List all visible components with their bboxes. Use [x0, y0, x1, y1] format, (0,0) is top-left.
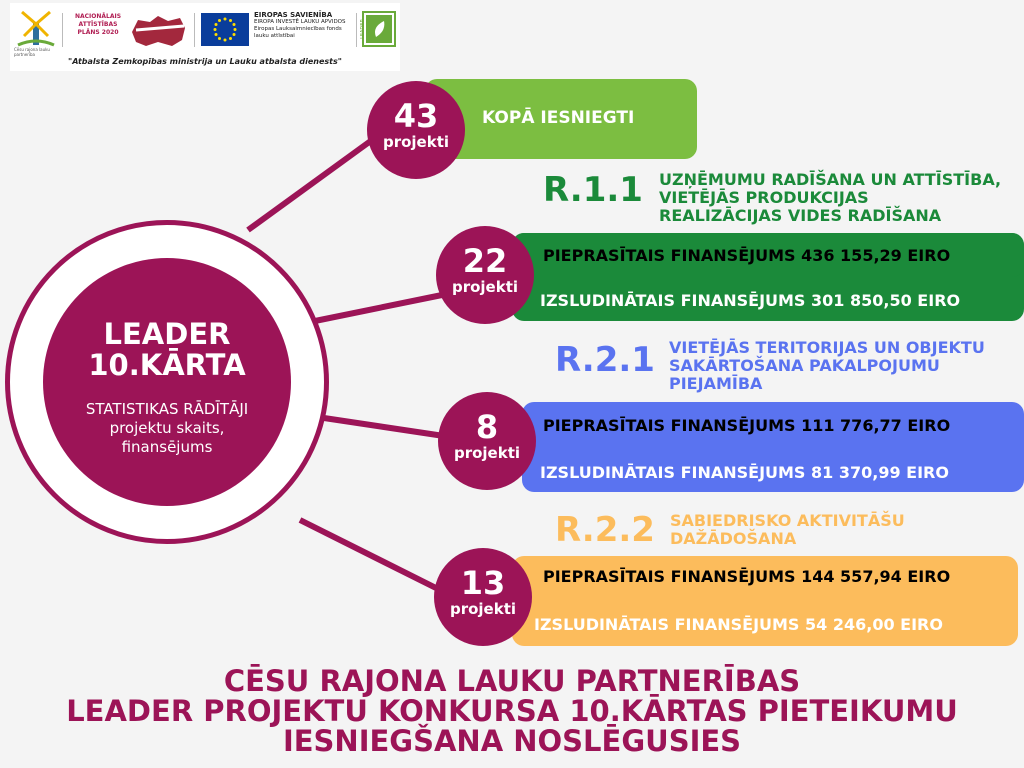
connector-line — [248, 140, 372, 230]
announced-funding-r11: IZSLUDINĀTAIS FINANSĒJUMS 301 850,50 EIRO — [540, 291, 961, 310]
main-subtitle-line: STATISTIKAS RĀDĪTĀJI — [85, 400, 249, 418]
requested-funding-r21: PIEPRASĪTAIS FINANSĒJUMS 111 776,77 EIRO — [543, 416, 951, 435]
main-subtitle — [43, 400, 291, 457]
requested-funding-r11: PIEPRASĪTAIS FINANSĒJUMS 436 155,29 EIRO — [543, 246, 951, 265]
footer-line: LEADER PROJEKTU KONKURSA 10.KĀRTAS PIETEIKUMU — [66, 694, 958, 728]
category-title-line: SAKĀRTOŠANA PAKALPOJUMU — [669, 356, 940, 375]
eu-line: Eiropas Lauksaimniecības fonds — [254, 26, 342, 32]
main-circle — [43, 258, 291, 506]
category-code-r22: R.2.2 — [555, 510, 655, 550]
category-title-line: DAŽĀDOŠANA — [670, 529, 797, 548]
category-title-r11 — [659, 171, 1001, 225]
category-unit-r11: projekti — [451, 278, 519, 296]
main-title — [43, 319, 291, 381]
nap-line: ATTĪSTĪBAS — [78, 21, 118, 28]
category-bubble-r21 — [438, 392, 536, 490]
eu-title: EIROPAS SAVIENĪBA — [254, 11, 333, 19]
category-number-r11: 22 — [462, 242, 508, 280]
category-title-line: VIETĒJĀS PRODUKCIJAS — [659, 188, 869, 207]
category-title-line: REALIZĀCIJAS VIDES RADĪŠANA — [659, 206, 942, 225]
announced-funding-r22: IZSLUDINĀTAIS FINANSĒJUMS 54 246,00 EIRO — [534, 615, 943, 634]
main-title-line: 10.KĀRTA — [88, 348, 246, 382]
category-code-r21: R.2.1 — [555, 340, 655, 380]
category-unit-r22: projekti — [449, 600, 517, 618]
category-title-line: VIETĒJĀS TERITORIJAS UN OBJEKTU — [669, 338, 985, 357]
requested-funding-r22: PIEPRASĪTAIS FINANSĒJUMS 144 557,94 EIRO — [543, 567, 951, 586]
main-subtitle-line: projektu skaits, — [109, 419, 225, 437]
category-bubble-r11 — [436, 226, 534, 324]
footer-line: IESNIEGŠANA NOSLĒGUSIES — [282, 724, 742, 758]
eu-line: lauku attīstībai — [254, 33, 295, 39]
category-unit-r21: projekti — [453, 444, 521, 462]
category-number-r22: 13 — [460, 564, 506, 602]
total-bubble — [367, 81, 465, 179]
footer-headline — [0, 666, 1024, 756]
main-subtitle-line: finansējums — [121, 438, 213, 456]
total-number: 43 — [393, 97, 439, 135]
category-bubble-r22 — [434, 548, 532, 646]
connector-line — [300, 520, 440, 590]
main-title-line: LEADER — [103, 317, 231, 351]
total-unit: projekti — [382, 133, 450, 151]
category-title-line: PIEJAMĪBA — [669, 374, 763, 393]
total-label: KOPĀ IESNIEGTI — [482, 108, 635, 128]
category-title-line: SABIEDRISKO AKTIVITĀŠU — [670, 511, 905, 530]
announced-funding-r21: IZSLUDINĀTAIS FINANSĒJUMS 81 370,99 EIRO — [540, 463, 949, 482]
category-number-r21: 8 — [475, 408, 499, 446]
tagline: "Atbalsta Zemkopības ministrija un Lauku atbalsta dienests" — [68, 57, 342, 66]
category-title-r22 — [670, 512, 905, 548]
category-title-r21 — [669, 339, 985, 393]
category-code-r11: R.1.1 — [543, 170, 643, 210]
windmill-logo-text: Cēsu rajona lauku partnerība — [14, 47, 50, 57]
nap-line: PLĀNS 2020 — [77, 29, 119, 36]
footer-line: CĒSU RAJONA LAUKU PARTNERĪBAS — [223, 664, 801, 698]
eu-line: EIROPA INVESTĒ LAUKU APVIDOS — [254, 19, 346, 25]
category-title-line: UZŅĒMUMU RADĪŠANA UN ATTĪSTĪBA, — [659, 170, 1002, 189]
nap-line: NACIONĀLAIS — [74, 13, 122, 20]
connector-line — [310, 295, 442, 322]
connector-line — [324, 418, 444, 436]
leader-logo-text: LEADER — [359, 19, 366, 39]
